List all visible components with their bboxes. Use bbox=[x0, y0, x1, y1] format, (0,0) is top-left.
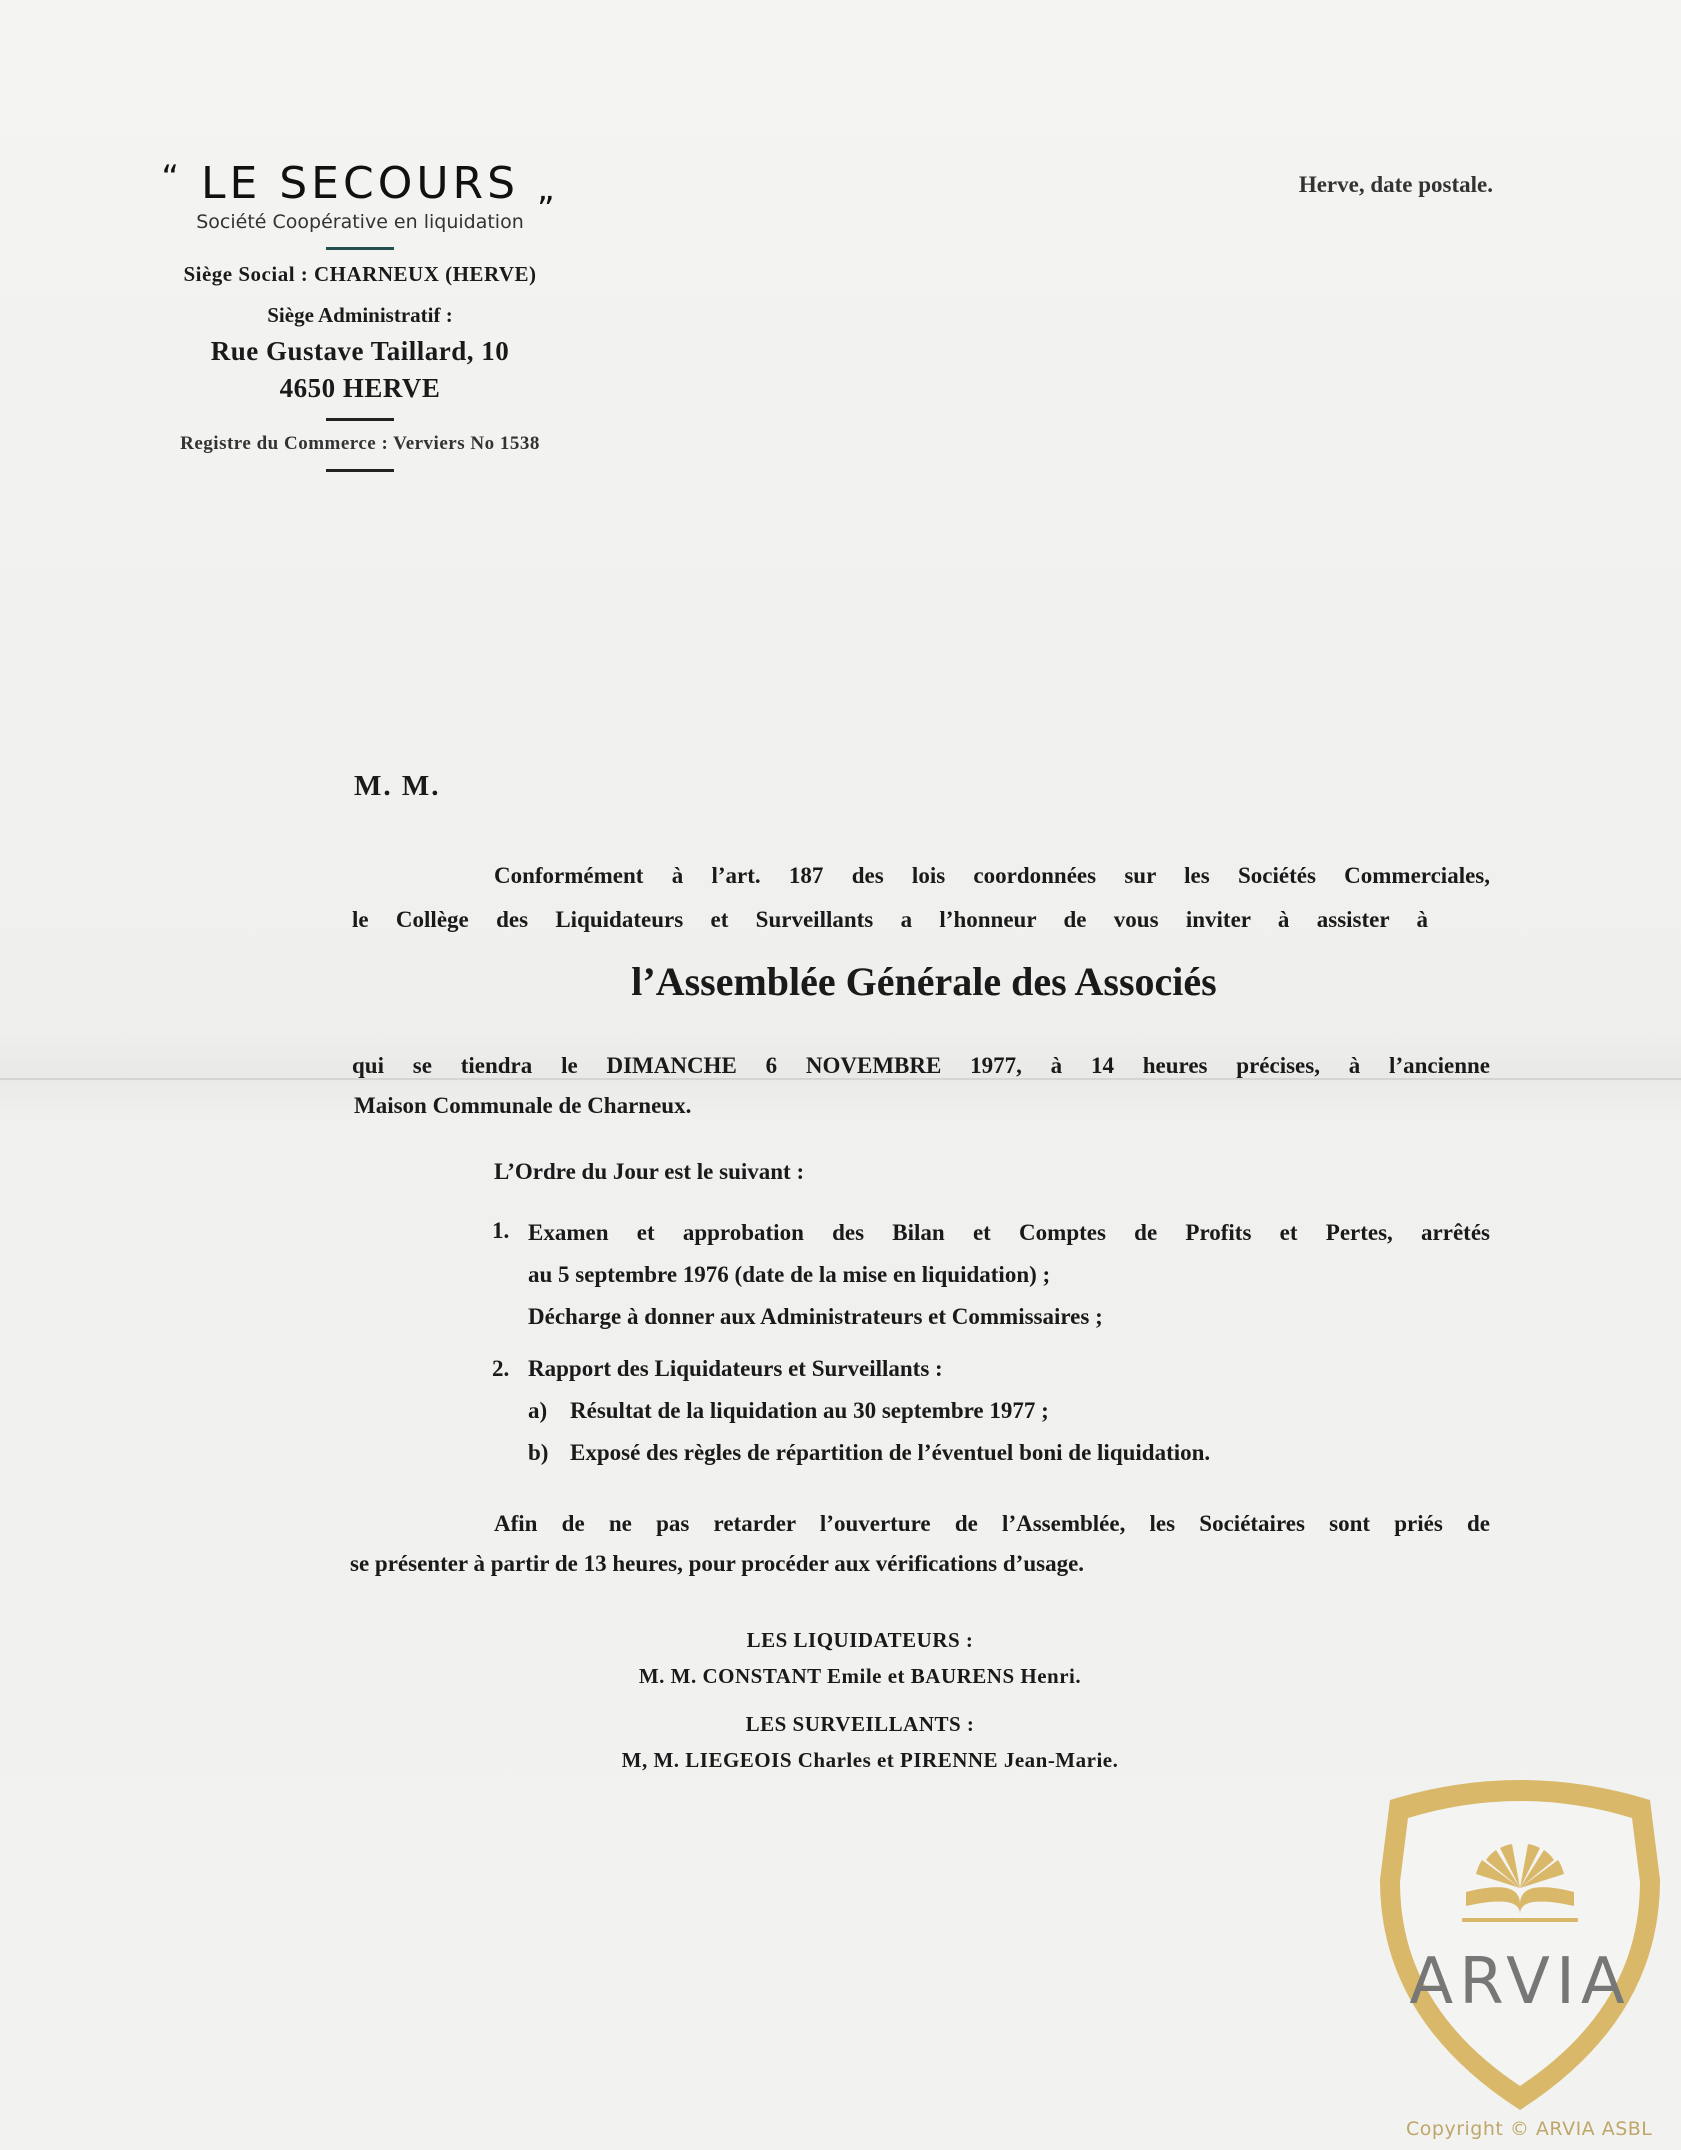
registered-office: Siège Social : CHARNEUX (HERVE) bbox=[183, 262, 537, 286]
letterhead bbox=[100, 158, 620, 484]
arvia-logo-text: ARVIA bbox=[1409, 1945, 1631, 2019]
supervisors-names: M, M. LIEGEOIS Charles et PIRENNE Jean-Marie. bbox=[621, 1748, 1119, 1772]
admin-office-label: Siège Administratif : bbox=[267, 303, 453, 327]
agenda-item-2-line-1: Rapport des Liquidateurs et Surveillants : bbox=[528, 1356, 943, 1381]
arvia-logo bbox=[1370, 1770, 1670, 2120]
agenda-item-number: 1. bbox=[492, 1218, 510, 1243]
company-name: “ LE SECOURS „ bbox=[161, 158, 559, 209]
closing-line-2: se présenter à partir de 13 heures, pour procéder aux vérifications d’usage. bbox=[350, 1551, 1085, 1576]
divider bbox=[326, 247, 394, 250]
agenda-item-1-line-2: au 5 septembre 1976 (date de la mise en liquidation) ; bbox=[528, 1262, 1051, 1287]
divider bbox=[326, 469, 394, 472]
liquidators-label: LES LIQUIDATEURS : bbox=[746, 1628, 974, 1652]
date-line: Herve, date postale. bbox=[1298, 172, 1493, 197]
intro-line-1: Conformément à l’art. 187 des lois coordonnées sur les Sociétés Commerciales, bbox=[494, 863, 1490, 888]
agenda-item-number: 2. bbox=[492, 1356, 510, 1381]
company-subtitle: Société Coopérative en liquidation bbox=[196, 211, 524, 233]
agenda-subitem-a: Résultat de la liquidation au 30 septembre 1977 ; bbox=[570, 1398, 1049, 1423]
meeting-heading: l’Assemblée Générale des Associés bbox=[631, 959, 1217, 1004]
agenda-item-1-line-3: Décharge à donner aux Administrateurs et Commissaires ; bbox=[528, 1304, 1103, 1329]
agenda-intro: L’Ordre du Jour est le suivant : bbox=[494, 1159, 805, 1184]
agenda-subitem-letter: b) bbox=[528, 1440, 549, 1465]
closing-line-1: Afin de ne pas retarder l’ouverture de l’Assemblée, les Sociétaires sont priés de bbox=[494, 1511, 1490, 1536]
salutation: M. M. bbox=[354, 770, 441, 802]
liquidators-names: M. M. CONSTANT Emile et BAURENS Henri. bbox=[638, 1664, 1082, 1688]
agenda-subitem-letter: a) bbox=[528, 1398, 548, 1423]
street-address: Rue Gustave Taillard, 10 bbox=[210, 336, 510, 366]
intro-line-2: le Collège des Liquidateurs et Surveillants a l’honneur de vous inviter à assister à bbox=[352, 907, 1428, 932]
supervisors-label: LES SURVEILLANTS : bbox=[745, 1712, 975, 1736]
trade-register: Registre du Commerce : Verviers No 1538 bbox=[180, 433, 540, 454]
meeting-line-1: qui se tiendra le DIMANCHE 6 NOVEMBRE 1977, à 14 heures précises, à l’ancienne bbox=[352, 1053, 1490, 1078]
city-address: 4650 HERVE bbox=[279, 373, 441, 403]
agenda-item-1-line-1: Examen et approbation des Bilan et Comptes de Profits et Pertes, arrêtés bbox=[528, 1220, 1490, 1245]
agenda-subitem-b: Exposé des règles de répartition de l’éventuel boni de liquidation. bbox=[570, 1440, 1211, 1465]
meeting-line-2: Maison Communale de Charneux. bbox=[354, 1093, 692, 1118]
company-name-text: LE SECOURS bbox=[200, 158, 520, 209]
copyright-notice: Copyright © ARVIA ASBL bbox=[1406, 2118, 1653, 2140]
divider bbox=[326, 418, 394, 421]
